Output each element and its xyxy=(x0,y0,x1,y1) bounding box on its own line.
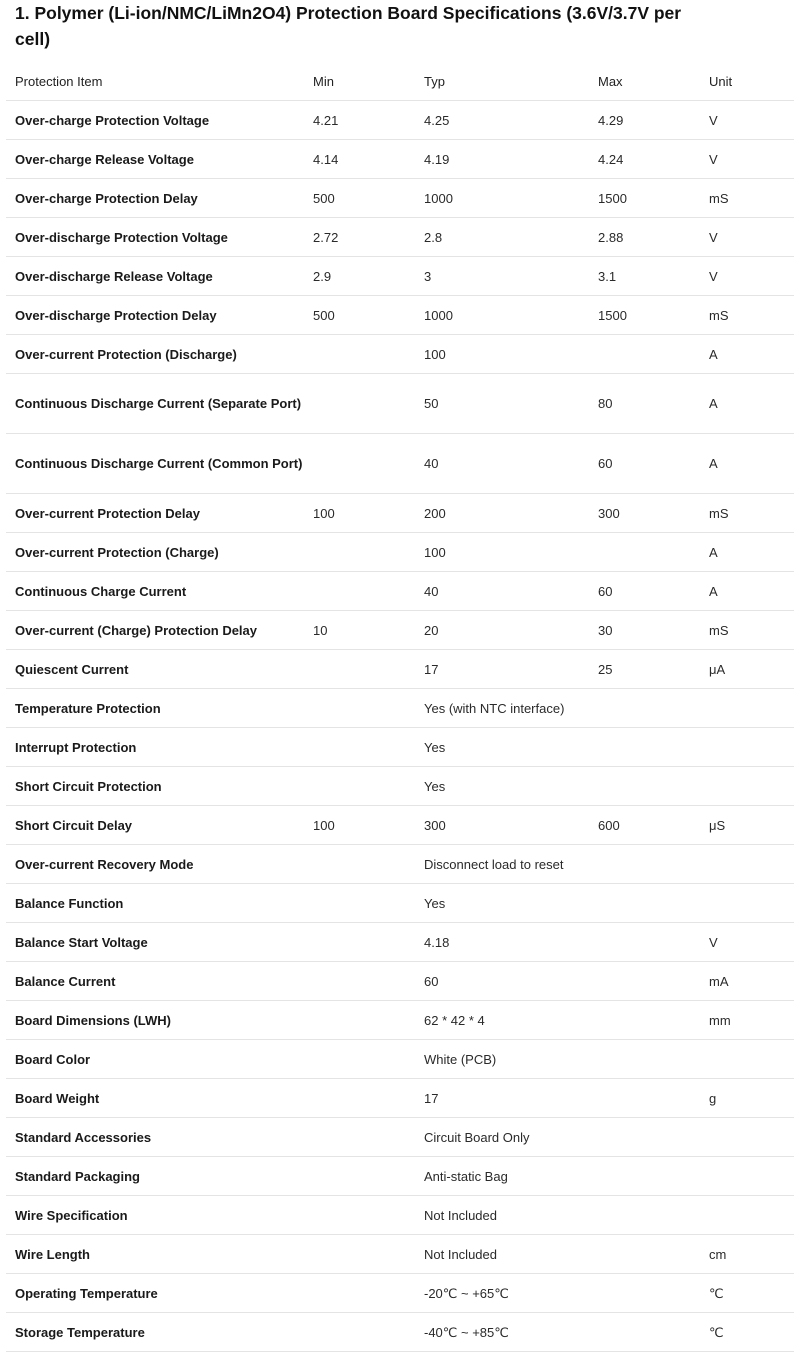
cell-max: 60 xyxy=(589,434,700,494)
cell-typ: 40 xyxy=(415,434,589,494)
cell-min xyxy=(304,1001,415,1040)
cell-unit xyxy=(700,1196,794,1235)
cell-max: 1500 xyxy=(589,296,700,335)
table-row xyxy=(6,1118,794,1157)
cell-typ: Yes (with NTC interface) xyxy=(415,689,589,728)
table-row xyxy=(6,728,794,767)
cell-min: 4.21 xyxy=(304,101,415,140)
table-row xyxy=(6,101,794,140)
cell-typ: 2.8 xyxy=(415,218,589,257)
cell-unit xyxy=(700,689,794,728)
cell-typ: 40 xyxy=(415,572,589,611)
cell-item: Over-discharge Protection Delay xyxy=(6,296,304,335)
cell-unit: V xyxy=(700,218,794,257)
cell-unit: A xyxy=(700,533,794,572)
cell-item: Over-charge Protection Delay xyxy=(6,179,304,218)
cell-max: 4.24 xyxy=(589,140,700,179)
cell-typ: Not Included xyxy=(415,1235,589,1274)
cell-max: 30 xyxy=(589,611,700,650)
cell-unit: mS xyxy=(700,494,794,533)
table-row xyxy=(6,1001,794,1040)
cell-min xyxy=(304,335,415,374)
cell-min xyxy=(304,434,415,494)
cell-unit xyxy=(700,884,794,923)
cell-max: 80 xyxy=(589,374,700,434)
cell-item: Short Circuit Protection xyxy=(6,767,304,806)
column-header-min: Min xyxy=(304,62,415,101)
cell-unit: mA xyxy=(700,962,794,1001)
cell-max xyxy=(589,923,700,962)
table-row xyxy=(6,845,794,884)
cell-max xyxy=(589,962,700,1001)
cell-typ: 100 xyxy=(415,533,589,572)
cell-max xyxy=(589,1079,700,1118)
cell-min xyxy=(304,1274,415,1313)
cell-min: 100 xyxy=(304,806,415,845)
cell-max xyxy=(589,767,700,806)
cell-unit xyxy=(700,1040,794,1079)
cell-min xyxy=(304,650,415,689)
cell-max xyxy=(589,1274,700,1313)
cell-min: 10 xyxy=(304,611,415,650)
cell-unit: V xyxy=(700,140,794,179)
cell-min xyxy=(304,1040,415,1079)
cell-unit: A xyxy=(700,335,794,374)
cell-unit: μA xyxy=(700,650,794,689)
cell-min xyxy=(304,689,415,728)
table-row xyxy=(6,434,794,494)
cell-unit xyxy=(700,845,794,884)
cell-item: Over-charge Release Voltage xyxy=(6,140,304,179)
cell-item: Balance Start Voltage xyxy=(6,923,304,962)
cell-typ: 4.25 xyxy=(415,101,589,140)
cell-typ: 17 xyxy=(415,1079,589,1118)
cell-unit: g xyxy=(700,1079,794,1118)
cell-min xyxy=(304,884,415,923)
cell-typ: 4.19 xyxy=(415,140,589,179)
cell-typ: 200 xyxy=(415,494,589,533)
table-row xyxy=(6,1274,794,1313)
cell-item: Standard Packaging xyxy=(6,1157,304,1196)
cell-min xyxy=(304,572,415,611)
cell-unit xyxy=(700,767,794,806)
cell-item: Over-current (Charge) Protection Delay xyxy=(6,611,304,650)
table-row xyxy=(6,1235,794,1274)
cell-max: 600 xyxy=(589,806,700,845)
cell-item: Continuous Discharge Current (Common Port) xyxy=(6,434,304,494)
cell-typ: 62 * 42 * 4 xyxy=(415,1001,589,1040)
table-body xyxy=(6,101,794,1352)
cell-min: 4.14 xyxy=(304,140,415,179)
cell-item: Quiescent Current xyxy=(6,650,304,689)
column-header-item: Protection Item xyxy=(6,62,304,101)
cell-min: 100 xyxy=(304,494,415,533)
cell-unit xyxy=(700,1157,794,1196)
cell-typ: Not Included xyxy=(415,1196,589,1235)
cell-max: 300 xyxy=(589,494,700,533)
cell-item: Wire Length xyxy=(6,1235,304,1274)
cell-unit: V xyxy=(700,257,794,296)
cell-min: 2.9 xyxy=(304,257,415,296)
cell-min xyxy=(304,845,415,884)
cell-unit: mm xyxy=(700,1001,794,1040)
table-row xyxy=(6,140,794,179)
cell-item: Continuous Discharge Current (Separate Port) xyxy=(6,374,304,434)
table-header-row xyxy=(6,62,794,101)
table-row xyxy=(6,533,794,572)
cell-unit: μS xyxy=(700,806,794,845)
cell-item: Short Circuit Delay xyxy=(6,806,304,845)
cell-max: 4.29 xyxy=(589,101,700,140)
cell-min: 2.72 xyxy=(304,218,415,257)
table-row xyxy=(6,1040,794,1079)
table-row xyxy=(6,884,794,923)
cell-item: Standard Accessories xyxy=(6,1118,304,1157)
cell-min xyxy=(304,1196,415,1235)
cell-unit: mS xyxy=(700,611,794,650)
cell-max xyxy=(589,1157,700,1196)
cell-unit: mS xyxy=(700,296,794,335)
table-row xyxy=(6,1079,794,1118)
cell-item: Over-current Recovery Mode xyxy=(6,845,304,884)
cell-unit: ℃ xyxy=(700,1274,794,1313)
cell-min xyxy=(304,767,415,806)
cell-max: 1500 xyxy=(589,179,700,218)
table-row xyxy=(6,962,794,1001)
cell-max xyxy=(589,728,700,767)
cell-min xyxy=(304,1079,415,1118)
cell-item: Over-current Protection Delay xyxy=(6,494,304,533)
cell-typ: Disconnect load to reset xyxy=(415,845,589,884)
cell-item: Board Color xyxy=(6,1040,304,1079)
cell-item: Board Dimensions (LWH) xyxy=(6,1001,304,1040)
table-row xyxy=(6,296,794,335)
cell-max xyxy=(589,689,700,728)
table-row xyxy=(6,494,794,533)
cell-item: Interrupt Protection xyxy=(6,728,304,767)
cell-item: Over-current Protection (Charge) xyxy=(6,533,304,572)
cell-typ: Yes xyxy=(415,884,589,923)
cell-item: Balance Current xyxy=(6,962,304,1001)
cell-unit: ℃ xyxy=(700,1313,794,1352)
cell-item: Over-discharge Release Voltage xyxy=(6,257,304,296)
cell-unit: cm xyxy=(700,1235,794,1274)
table-row xyxy=(6,1313,794,1352)
page-title: 1. Polymer (Li-ion/NMC/LiMn2O4) Protection Board Specifications (3.6V/3.7V per cell) xyxy=(15,3,682,49)
cell-unit: mS xyxy=(700,179,794,218)
column-header-max: Max xyxy=(589,62,700,101)
cell-unit xyxy=(700,1118,794,1157)
cell-typ: 1000 xyxy=(415,179,589,218)
cell-min xyxy=(304,962,415,1001)
cell-typ: 100 xyxy=(415,335,589,374)
cell-item: Temperature Protection xyxy=(6,689,304,728)
table-row xyxy=(6,1196,794,1235)
cell-item: Balance Function xyxy=(6,884,304,923)
cell-max: 2.88 xyxy=(589,218,700,257)
cell-unit: A xyxy=(700,374,794,434)
table-row xyxy=(6,218,794,257)
cell-max xyxy=(589,1196,700,1235)
cell-typ: 20 xyxy=(415,611,589,650)
cell-typ: 300 xyxy=(415,806,589,845)
cell-max: 25 xyxy=(589,650,700,689)
cell-item: Over-discharge Protection Voltage xyxy=(6,218,304,257)
table-row xyxy=(6,767,794,806)
cell-min xyxy=(304,1157,415,1196)
table-row xyxy=(6,572,794,611)
cell-item: Continuous Charge Current xyxy=(6,572,304,611)
cell-unit: V xyxy=(700,101,794,140)
table-row xyxy=(6,611,794,650)
cell-typ: Yes xyxy=(415,767,589,806)
cell-item: Wire Specification xyxy=(6,1196,304,1235)
cell-max xyxy=(589,533,700,572)
cell-typ: 1000 xyxy=(415,296,589,335)
table-row xyxy=(6,806,794,845)
table-row xyxy=(6,179,794,218)
cell-max: 3.1 xyxy=(589,257,700,296)
cell-min xyxy=(304,923,415,962)
cell-max: 60 xyxy=(589,572,700,611)
cell-typ: Anti-static Bag xyxy=(415,1157,589,1196)
cell-max xyxy=(589,335,700,374)
cell-typ: -20℃ ~ +65℃ xyxy=(415,1274,589,1313)
cell-typ: 3 xyxy=(415,257,589,296)
table-row xyxy=(6,335,794,374)
cell-min: 500 xyxy=(304,179,415,218)
spec-table xyxy=(6,62,794,1352)
table-row xyxy=(6,923,794,962)
cell-max xyxy=(589,1001,700,1040)
cell-unit: A xyxy=(700,434,794,494)
cell-min xyxy=(304,1118,415,1157)
cell-typ: Yes xyxy=(415,728,589,767)
cell-min: 500 xyxy=(304,296,415,335)
cell-unit: A xyxy=(700,572,794,611)
cell-item: Board Weight xyxy=(6,1079,304,1118)
table-row xyxy=(6,1157,794,1196)
cell-typ: -40℃ ~ +85℃ xyxy=(415,1313,589,1352)
cell-typ: 17 xyxy=(415,650,589,689)
table-row xyxy=(6,257,794,296)
cell-max xyxy=(589,1313,700,1352)
cell-max xyxy=(589,884,700,923)
table-row xyxy=(6,374,794,434)
cell-min xyxy=(304,728,415,767)
cell-typ: Circuit Board Only xyxy=(415,1118,589,1157)
table-row xyxy=(6,689,794,728)
column-header-typ: Typ xyxy=(415,62,589,101)
cell-max xyxy=(589,1040,700,1079)
cell-min xyxy=(304,1313,415,1352)
table-row xyxy=(6,650,794,689)
cell-min xyxy=(304,374,415,434)
cell-typ: 60 xyxy=(415,962,589,1001)
cell-item: Over-current Protection (Discharge) xyxy=(6,335,304,374)
cell-max xyxy=(589,1235,700,1274)
cell-unit: V xyxy=(700,923,794,962)
cell-typ: 50 xyxy=(415,374,589,434)
cell-typ: White (PCB) xyxy=(415,1040,589,1079)
cell-typ: 4.18 xyxy=(415,923,589,962)
column-header-unit: Unit xyxy=(700,62,794,101)
cell-item: Storage Temperature xyxy=(6,1313,304,1352)
cell-max xyxy=(589,1118,700,1157)
cell-item: Operating Temperature xyxy=(6,1274,304,1313)
cell-unit xyxy=(700,728,794,767)
cell-min xyxy=(304,533,415,572)
cell-max xyxy=(589,845,700,884)
cell-min xyxy=(304,1235,415,1274)
cell-item: Over-charge Protection Voltage xyxy=(6,101,304,140)
